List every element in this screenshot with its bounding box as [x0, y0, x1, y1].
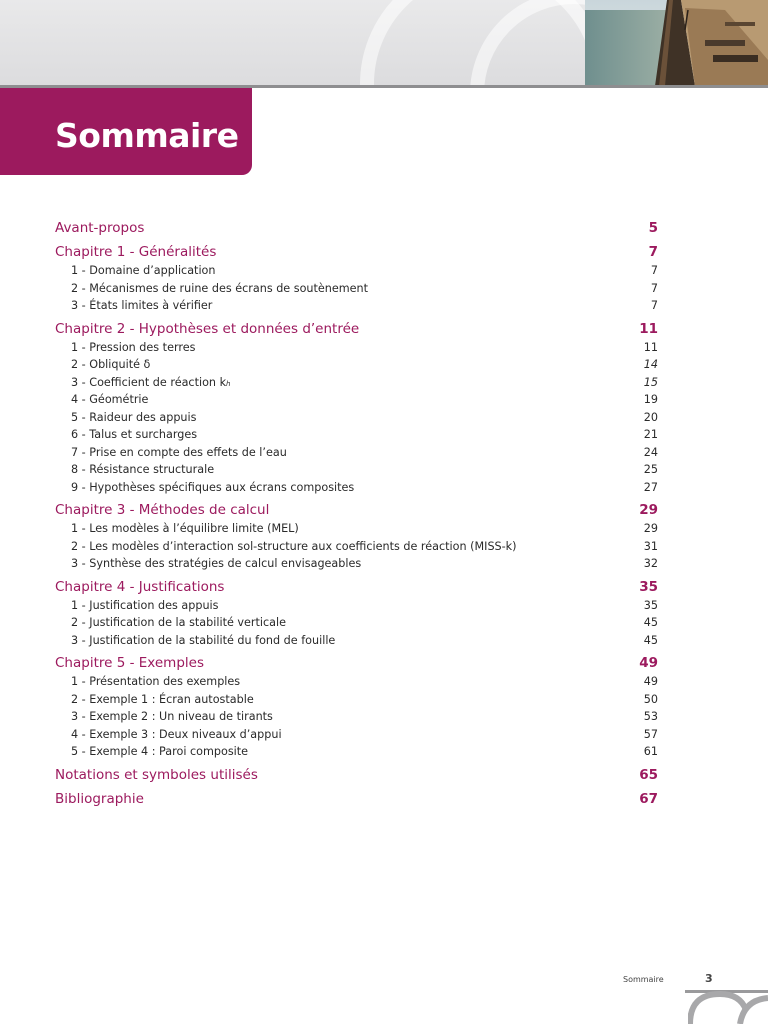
- toc-entry-label: 3 - États limites à vérifier: [71, 299, 213, 312]
- toc-page-number: 25: [643, 463, 658, 476]
- toc-chapter-entry[interactable]: [55, 577, 658, 597]
- toc-section-entry[interactable]: [55, 262, 658, 280]
- toc-page-number: 53: [643, 710, 658, 723]
- toc-section-entry[interactable]: [55, 461, 658, 479]
- toc-entry-label: 9 - Hypothèses spécifiques aux écrans composites: [71, 480, 355, 494]
- toc-entry-label: 2 - Mécanismes de ruine des écrans de soutènement: [71, 281, 369, 295]
- toc-chapter-entry[interactable]: [55, 242, 658, 262]
- toc-entry-label: 1 - Justification des appuis: [71, 598, 219, 612]
- toc-page-number: 29: [639, 502, 658, 518]
- toc-chapter-entry[interactable]: [55, 218, 658, 238]
- toc-entry-subscript: h: [226, 379, 231, 388]
- toc-chapter-entry[interactable]: [55, 765, 658, 785]
- table-of-contents: [55, 214, 658, 809]
- toc-entry-label: Notations et symboles utilisés: [55, 766, 258, 783]
- toc-entry-label: 6 - Talus et surcharges: [71, 428, 198, 441]
- toc-page-number: 19: [643, 393, 658, 406]
- toc-page-number: 5: [648, 220, 658, 236]
- toc-page-number: 67: [639, 790, 658, 807]
- toc-page-number: 11: [639, 320, 658, 337]
- toc-page-number: 31: [643, 539, 658, 553]
- toc-page-number: 11: [643, 340, 658, 354]
- toc-page-number: 14: [643, 358, 658, 371]
- toc-section-entry[interactable]: [55, 691, 658, 709]
- toc-page-number: 7: [650, 264, 658, 277]
- toc-section-entry[interactable]: [55, 555, 658, 573]
- toc-entry-label: 1 - Présentation des exemples: [71, 675, 241, 688]
- footer-page-number: 3: [705, 972, 713, 985]
- toc-page-number: 61: [643, 745, 658, 758]
- toc-page-number: 35: [639, 578, 658, 595]
- footer-section-label: Sommaire: [623, 975, 664, 984]
- toc-page-number: 29: [643, 522, 658, 535]
- toc-page-number: 50: [643, 692, 658, 706]
- toc-page-number: 49: [643, 675, 658, 688]
- toc-section-entry[interactable]: [55, 673, 658, 691]
- toc-page-number: 32: [643, 557, 658, 570]
- toc-section-entry[interactable]: [55, 280, 658, 298]
- toc-entry-label: Chapitre 3 - Méthodes de calcul: [55, 502, 270, 518]
- toc-page-number: 45: [643, 633, 658, 647]
- toc-section-entry[interactable]: [55, 444, 658, 462]
- toc-section-entry[interactable]: [55, 726, 658, 744]
- page-title: Sommaire: [55, 116, 239, 155]
- footer-decorative-arcs: [688, 990, 768, 1024]
- toc-page-number: 57: [643, 727, 658, 741]
- toc-entry-label: 2 - Exemple 1 : Écran autostable: [71, 692, 254, 706]
- toc-page-number: 65: [639, 766, 658, 783]
- toc-page-number: 7: [650, 281, 658, 295]
- toc-entry-label: 8 - Résistance structurale: [71, 463, 215, 476]
- toc-page-number: 7: [650, 299, 658, 312]
- toc-entry-label: 5 - Raideur des appuis: [71, 410, 197, 424]
- cover-photo: [585, 0, 768, 86]
- toc-section-entry[interactable]: [55, 632, 658, 650]
- toc-entry-label: 1 - Domaine d’application: [71, 264, 216, 277]
- toc-entry-label: 3 - Synthèse des stratégies de calcul envisageables: [71, 557, 362, 570]
- toc-section-entry[interactable]: [55, 426, 658, 444]
- toc-page-number: 7: [648, 244, 658, 260]
- toc-entry-label: 3 - Exemple 2 : Un niveau de tirants: [71, 710, 273, 723]
- toc-section-entry[interactable]: [55, 374, 658, 392]
- toc-section-entry[interactable]: [55, 356, 658, 374]
- toc-page-number: 21: [643, 428, 658, 441]
- toc-entry-label: 5 - Exemple 4 : Paroi composite: [71, 745, 249, 758]
- toc-entry-label: 4 - Exemple 3 : Deux niveaux d’appui: [71, 727, 282, 741]
- toc-page-number: 20: [643, 410, 658, 424]
- toc-section-entry[interactable]: [55, 743, 658, 761]
- toc-entry-label: 2 - Obliquité δ: [71, 358, 151, 371]
- toc-section-entry[interactable]: [55, 538, 658, 556]
- toc-page-number: 49: [639, 655, 658, 671]
- toc-page-number: 35: [643, 598, 658, 612]
- toc-section-entry[interactable]: [55, 409, 658, 427]
- toc-section-entry[interactable]: [55, 391, 658, 409]
- toc-entry-label: Bibliographie: [55, 790, 144, 807]
- toc-entry-label: 3 - Coefficient de réaction k: [71, 375, 227, 389]
- toc-chapter-entry[interactable]: [55, 319, 658, 339]
- toc-entry-label: 2 - Justification de la stabilité verticale: [71, 616, 286, 629]
- toc-page-number: 27: [643, 480, 658, 494]
- toc-page-number: 24: [643, 445, 658, 459]
- toc-section-entry[interactable]: [55, 614, 658, 632]
- toc-chapter-entry[interactable]: [55, 653, 658, 673]
- toc-section-entry[interactable]: [55, 597, 658, 615]
- toc-entry-label: Chapitre 5 - Exemples: [55, 655, 204, 671]
- toc-chapter-entry[interactable]: [55, 789, 658, 809]
- toc-entry-label: Chapitre 1 - Généralités: [55, 244, 217, 260]
- toc-entry-label: 4 - Géométrie: [71, 393, 149, 406]
- toc-section-entry[interactable]: [55, 520, 658, 538]
- toc-page-number: 15: [643, 375, 658, 389]
- toc-section-entry[interactable]: [55, 479, 658, 497]
- toc-entry-label: 3 - Justification de la stabilité du fond de fouille: [71, 633, 336, 647]
- toc-entry-label: 7 - Prise en compte des effets de l’eau: [71, 445, 287, 459]
- quay-wall-photo: [585, 0, 768, 86]
- toc-entry-label: Avant-propos: [55, 220, 145, 236]
- toc-chapter-entry[interactable]: [55, 500, 658, 520]
- toc-section-entry[interactable]: [55, 708, 658, 726]
- toc-section-entry[interactable]: [55, 339, 658, 357]
- toc-entry-label: 1 - Les modèles à l’équilibre limite (MEL): [71, 522, 299, 535]
- toc-entry-label: 1 - Pression des terres: [71, 340, 196, 354]
- toc-entry-label: Chapitre 2 - Hypothèses et données d’entrée: [55, 320, 360, 337]
- toc-page-number: 45: [643, 616, 658, 629]
- toc-entry-label: Chapitre 4 - Justifications: [55, 578, 225, 595]
- toc-section-entry[interactable]: [55, 297, 658, 315]
- toc-entry-label: 2 - Les modèles d’interaction sol-structure aux coefficients de réaction (MISS-k): [71, 539, 517, 553]
